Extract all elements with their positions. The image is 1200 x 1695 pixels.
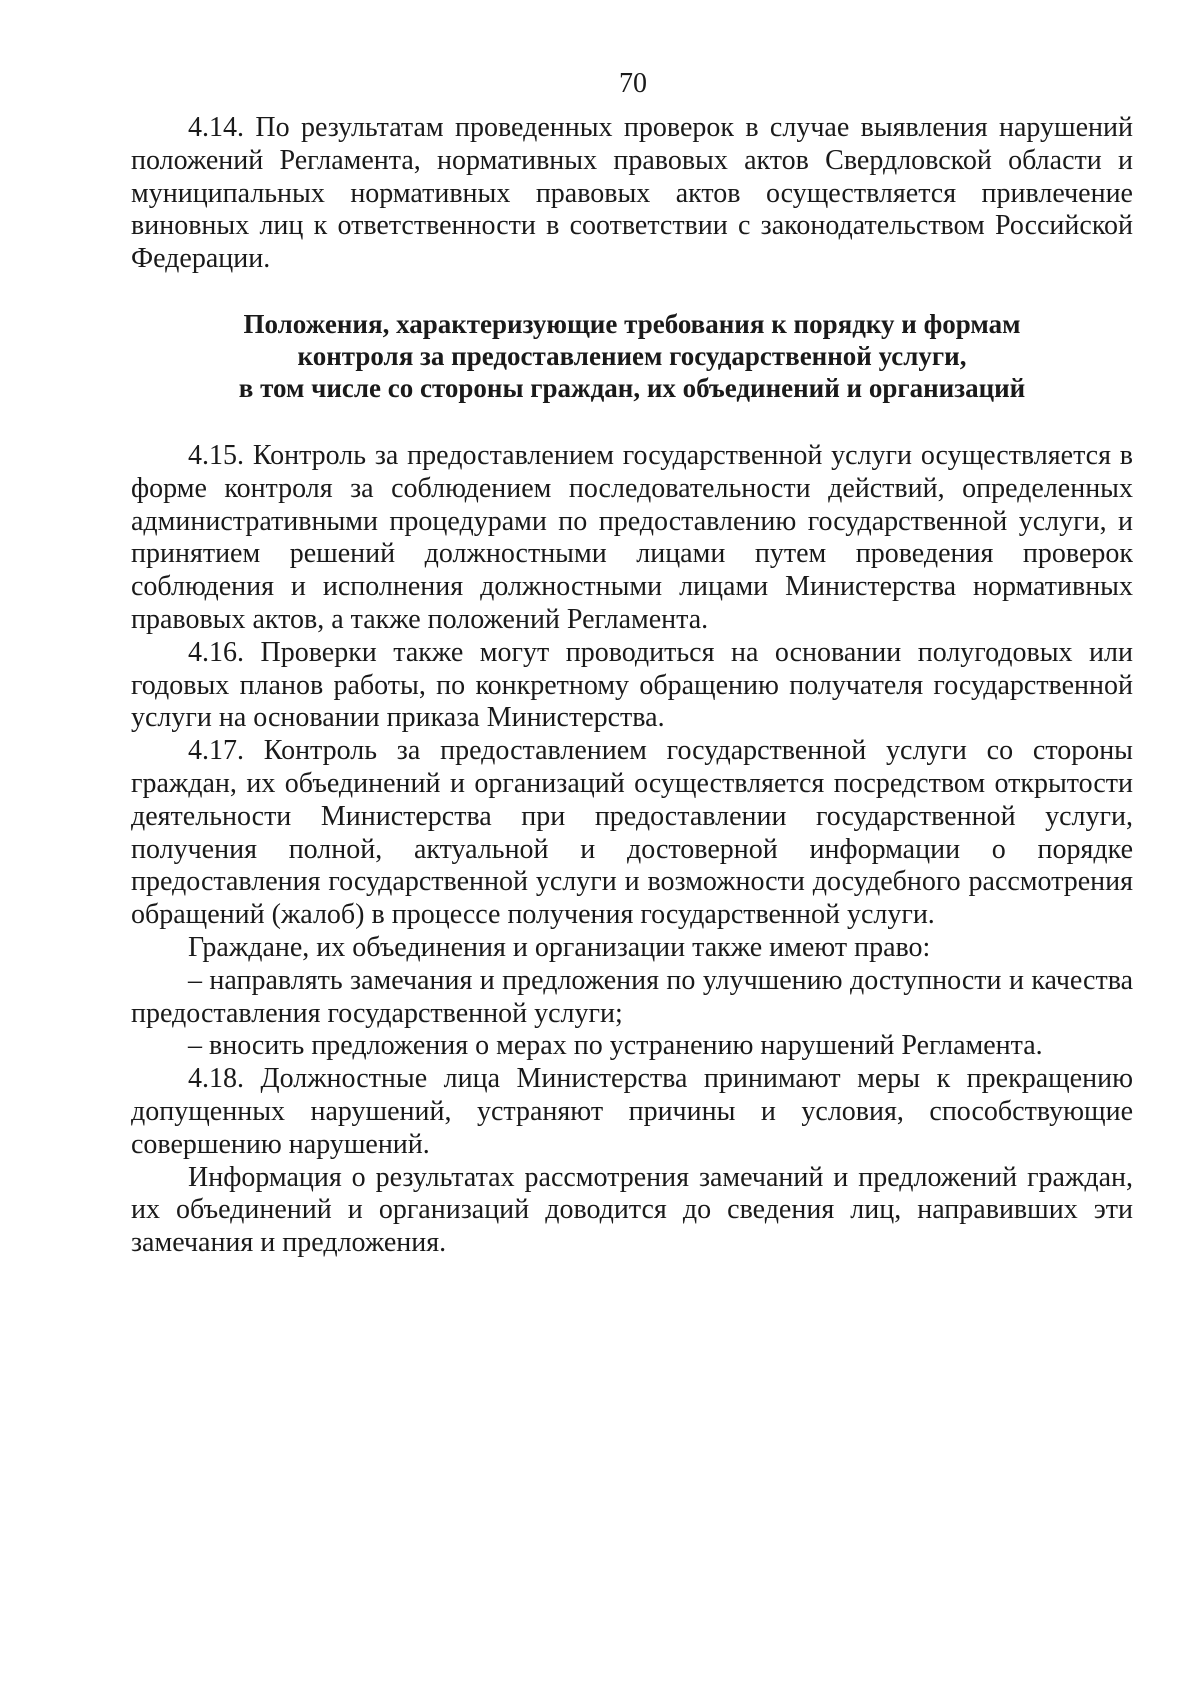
paragraph-right-2: – вносить предложения о мерах по устранению нарушений Регламента. [188, 1030, 1043, 1062]
page-number: 70 [619, 68, 647, 99]
paragraph-4-16: 4.16. Проверки также могут проводиться на основании полугодовых или годовых планов работы, по конкретному обращению получателя государственной услуги на основании приказа Министерства. [131, 636, 1133, 734]
paragraph-right-1: – направлять замечания и предложения по улучшению доступности и качества предоставления государственной услуги; [131, 964, 1133, 1029]
paragraph-rights-intro: Граждане, их объединения и организации также имеют право: [188, 931, 931, 963]
main-text-block [131, 440, 1133, 1260]
paragraph-information: Информация о результатах рассмотрения замечаний и предложений граждан, их объединений и организаций доводится до сведения лиц, направивших эти замечания и предложения. [131, 1161, 1133, 1259]
heading-line-3: в том числе со стороны граждан, их объединений и организаций [238, 373, 1026, 403]
heading-line-2: контроля за предоставлением государственной услуги, [297, 341, 967, 371]
section-4-14-block [131, 112, 1133, 276]
paragraph-4-14: 4.14. По результатам проведенных проверок в случае выявления нарушений положений Регламента, нормативных правовых актов Свердловской области и муниципальных нормативных правовых актов осуществляется привлечение виновных лиц к ответственности в соответствии с законодательством Российской Федерации. [131, 112, 1133, 275]
heading-line-1: Положения, характеризующие требования к порядку и формам [243, 309, 1021, 339]
section-heading [131, 308, 1133, 404]
paragraph-4-17: 4.17. Контроль за предоставлением государственной услуги со стороны граждан, их объединений и организаций осуществляется посредством открытости деятельности Министерства при предоставлении государственной услуги, получения полной, актуальной и достоверной информации о порядке предоставления государственной услуги и возможности досудебного рассмотрения обращений (жалоб) в процессе получения государственной услуги. [131, 735, 1133, 931]
paragraph-4-15: 4.15. Контроль за предоставлением государственной услуги осуществляется в форме контроля за соблюдением последовательности действий, определенных административными процедурами по предоставлению государственной услуги, и принятием решений должностными лицами путем проведения проверок соблюдения и исполнения должностными лицами Министерства нормативных правовых актов, а также положений Регламента. [131, 440, 1133, 635]
paragraph-4-18: 4.18. Должностные лица Министерства принимают меры к прекращению допущенных нарушений, устраняют причины и условия, способствующие совершению нарушений. [131, 1063, 1133, 1160]
